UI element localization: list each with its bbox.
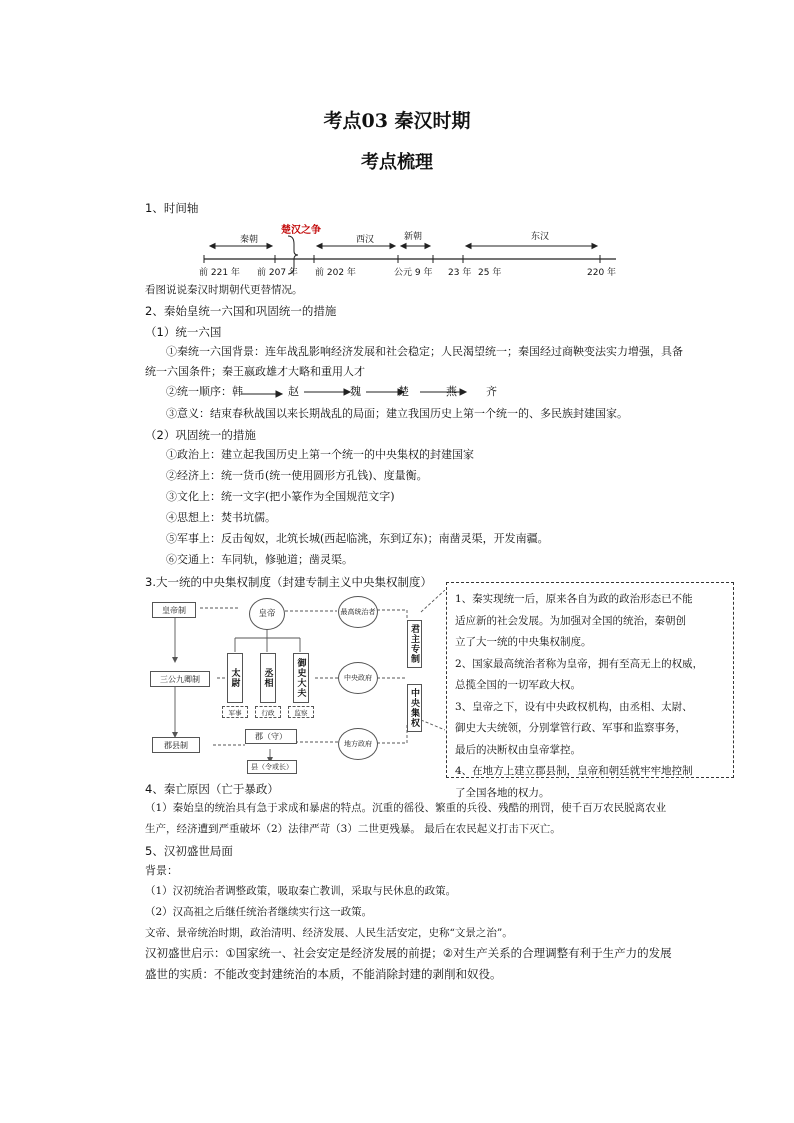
- note-line: 1、秦实现统一后，原来各自为政的政治形态已不能: [455, 593, 693, 605]
- note-line: 2、国家最高统治者称为皇帝，拥有至高无上的权威，: [455, 657, 704, 670]
- state-zhao: 赵: [288, 385, 299, 398]
- central-government-circle: 中央政府: [338, 662, 378, 694]
- unify-significance: ③意义：结束春秋战国以来长期战乱的局面；建立我国历史上第一个统一的、多民族封建国家。: [166, 407, 628, 420]
- period-western-han: 西汉: [356, 235, 375, 245]
- duty-administration: 行政: [255, 706, 281, 718]
- section2-sub1: （1）统一六国: [145, 325, 222, 339]
- unify-background-line2: 统一六国条件；秦王嬴政雄才大略和重用人才: [145, 365, 365, 378]
- duty-supervision: 监察: [288, 706, 314, 718]
- note-line: 4、在地方上建立郡县制，皇帝和朝廷就牢牢地控制: [455, 765, 693, 777]
- han-line: 文帝、景帝统治时期，政治清明、经济发展、人民生活安定，史称“文景之治”。: [145, 927, 513, 939]
- section3-heading: 3.大一统的中央集权制度（封建专制主义中央集权制度）: [145, 575, 432, 589]
- supreme-ruler-circle: 最高统治者: [338, 596, 378, 628]
- xianling-box: 县（令或长）: [247, 760, 297, 774]
- page-title: 考点03 秦汉时期: [323, 110, 471, 132]
- han-line: （1）汉初统治者调整政策，吸取秦亡教训，采取与民休息的政策。: [145, 885, 457, 897]
- period-qin: 秦朝: [240, 235, 259, 245]
- section5-heading: 5、汉初盛世局面: [145, 844, 233, 858]
- note-line: 了全国各地的权力。: [455, 786, 550, 799]
- timeline-caption: 看图说说秦汉时期朝代更替情况。: [145, 284, 303, 296]
- autocracy-label: 君主专制: [407, 620, 422, 668]
- tick-label: 前 202 年: [315, 268, 356, 278]
- period-xin: 新朝: [404, 232, 423, 242]
- section2-heading: 2、秦始皇统一六国和巩固统一的措施: [145, 304, 337, 318]
- prefecture-county-box: 郡县制: [152, 737, 200, 753]
- tick-label: 220 年: [587, 268, 617, 278]
- emperor-circle: 皇帝: [249, 598, 285, 630]
- three-lords-box: 三公九卿制: [150, 671, 210, 687]
- chu-han-war-label: 楚汉之争: [281, 225, 321, 236]
- system-notes-box: [446, 582, 734, 799]
- emperor-system-box: 皇帝制: [152, 602, 196, 618]
- note-line: 适应新的社会发展。为加强对全国的统治，秦朝创: [455, 614, 686, 627]
- qin-fall-line2: 生产，经济遭到严重破坏（2）法律严苛（3）二世更残暴。 最后在农民起义打击下灭亡。: [145, 823, 561, 835]
- page-subtitle: 考点梳理: [361, 152, 433, 173]
- measure-item: ⑤军事上：反击匈奴，北筑长城(西起临洮，东到辽东)；南凿灵渠，开发南疆。: [166, 532, 549, 545]
- minister-taiwei: 太尉: [227, 653, 243, 703]
- unify-order-arrows: [240, 384, 500, 400]
- han-insight: 汉初盛世启示：①国家统一、社会安定是经济发展的前提；②对生产关系的合理调整有利于生产力的发展: [145, 946, 672, 960]
- measure-item: ①政治上：建立起我国历史上第一个统一的中央集权的封建国家: [166, 448, 474, 461]
- state-chu: 楚: [398, 385, 409, 398]
- unify-order-label: ②统一顺序：韩: [166, 385, 243, 398]
- note-line: 总揽全国的一切军政大权。: [455, 679, 581, 691]
- han-essence: 盛世的实质：不能改变封建统治的本质，不能消除封建的剥削和奴役。: [145, 967, 502, 981]
- tick-label: 前 207 年: [257, 268, 298, 278]
- note-line: 3、皇帝之下，设有中央政权机构，由丞相、太尉、: [455, 700, 693, 713]
- tick-label: 前 221 年: [199, 268, 240, 278]
- tick-label: 25 年: [478, 268, 502, 278]
- section4-heading: 4、秦亡原因（亡于暴政）: [145, 782, 279, 796]
- tick-label: 23 年: [448, 268, 472, 278]
- measure-item: ④思想上：焚书坑儒。: [166, 511, 276, 524]
- note-line: 御史大夫统领，分别掌管行政、军事和监察事务，: [455, 722, 686, 734]
- measure-item: ⑥交通上：车同轨，修驰道；凿灵渠。: [166, 553, 353, 566]
- qin-fall-line1: （1）秦始皇的统治具有急于求成和暴虐的特点。沉重的徭役、繁重的兵役、残酷的刑罚，使千百万农民脱离农业: [145, 802, 667, 814]
- state-yan: 燕: [446, 385, 457, 398]
- duty-military: 军事: [222, 706, 248, 718]
- han-line: （2）汉高祖之后继任统治者继续实行这一政策。: [145, 906, 373, 918]
- period-eastern-han: 东汉: [531, 232, 550, 242]
- unify-background-line1: ①秦统一六国背景：连年战乱影响经济发展和社会稳定；人民渴望统一；秦国经过商鞅变法实力增强，具备: [166, 345, 683, 358]
- state-qi: 齐: [486, 385, 497, 398]
- minister-chengxiang: 丞相: [260, 653, 276, 703]
- tick-label: 公元 9 年: [394, 268, 433, 278]
- measure-item: ②经济上：统一货币(统一使用圆形方孔钱)、度量衡。: [166, 469, 428, 482]
- centralization-label: 中央集权: [407, 684, 422, 732]
- junshou-box: 郡（守）: [245, 729, 297, 744]
- note-line: 最后的决断权由皇帝掌控。: [455, 743, 581, 756]
- local-government-circle: 地方政府: [338, 728, 378, 760]
- minister-yushi: 御史大夫: [293, 653, 309, 703]
- timeline-heading: 1、时间轴: [145, 201, 199, 215]
- section2-sub2: （2）巩固统一的措施: [145, 428, 256, 442]
- measure-item: ③文化上：统一文字(把小篆作为全国规范文字): [166, 490, 395, 503]
- state-wei: 魏: [350, 385, 361, 398]
- background-label: 背景：: [145, 864, 178, 877]
- note-line: 立了大一统的中央集权制度。: [455, 636, 592, 648]
